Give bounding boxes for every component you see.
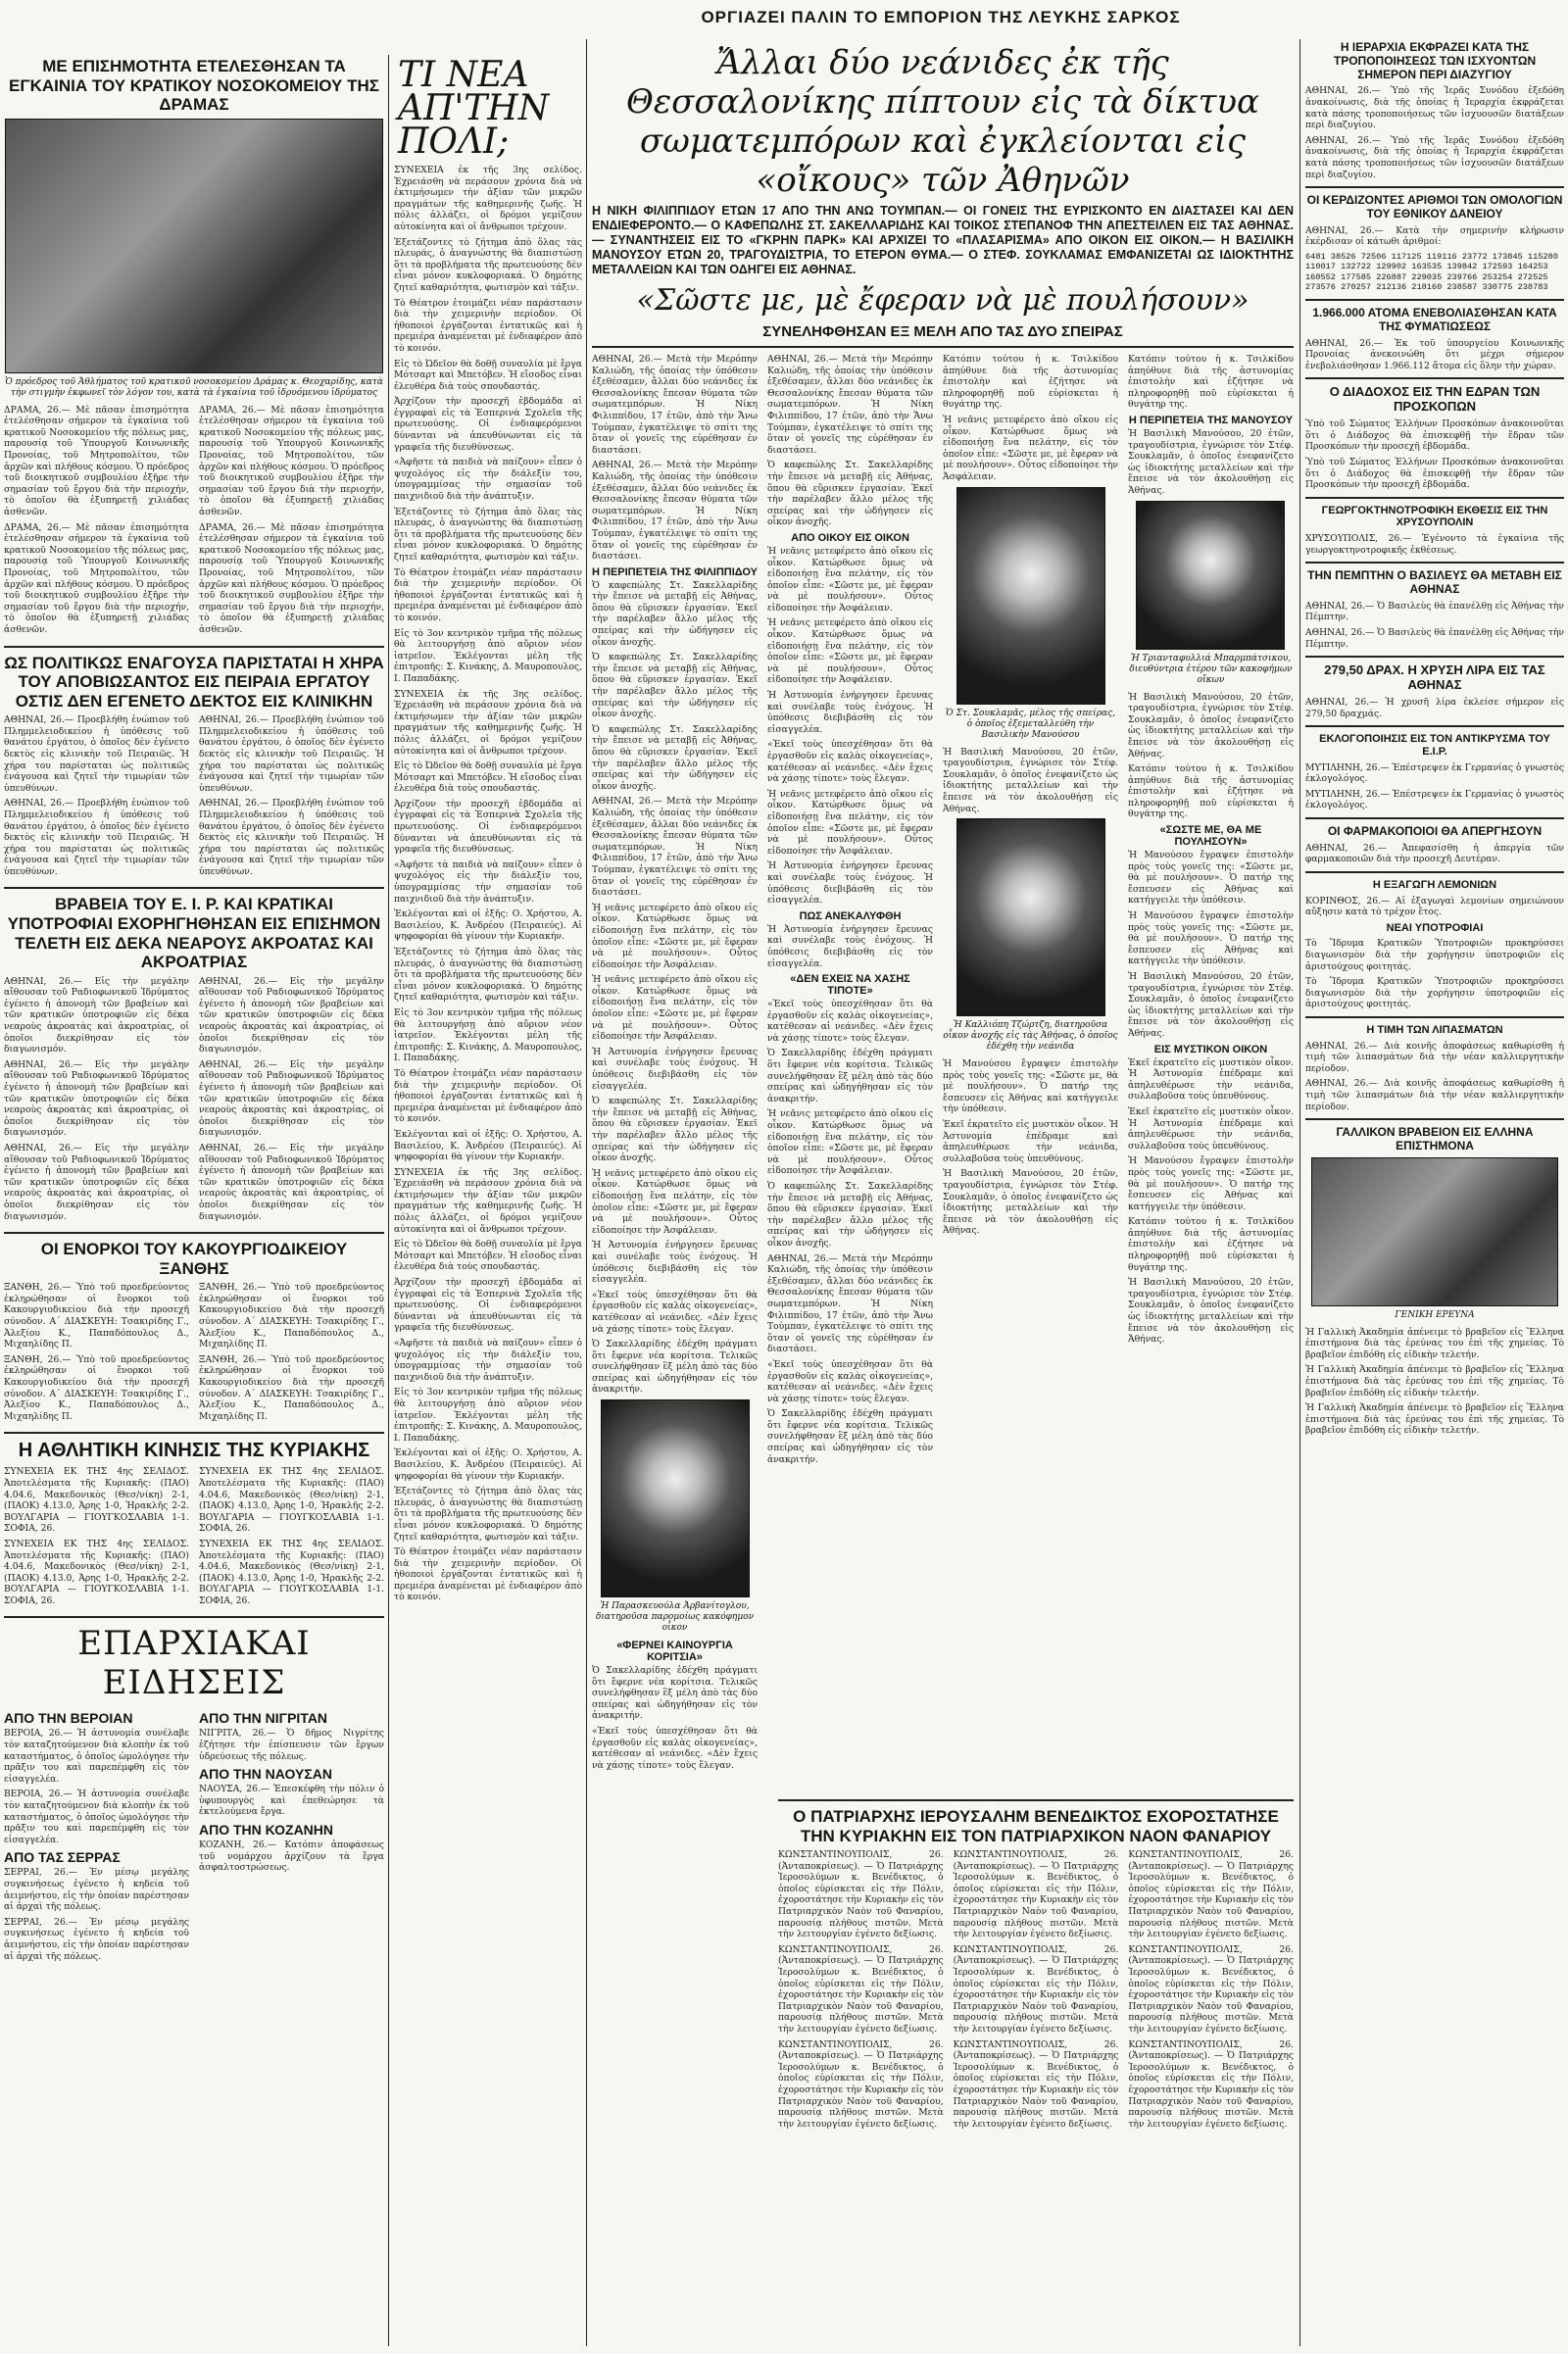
city-news-7: Εἰς τὸ 3ον κεντρικὸν τμῆμα τῆς πόλεως θὰ λειτουργήσῃ ἀπὸ αὔριον νέον ἰατρεῖον. Ἐκλέγονται μέλη τῆς ἐπιτροπῆς: Σ. Κινάκης, Δ. Μαυροπουλος, Ι. Παπαδάκης.: [394, 627, 582, 684]
article-sports-3: ΣΥΝΕΧΕΙΑ ΕΚ ΤΗΣ 4ης ΣΕΛΙΔΟΣ. Ἀποτελέσματα τῆς Κυριακῆς: (ΠΑΟ) 4.04.6, Μακεδονικὸς (Θεσ/νίκη) 2-1, (ΠΑΟΚ) 4.13.0, Ἀρης 1-0, Ἡρακλῆς 2-2. ΒΟΥΛΓΑΡΙΑ — ΓΙΟΥΓΚΟΣΛΑΒΙΑ 1-1. ΣΟΦΙΑ, 26.: [199, 1538, 384, 1606]
feature-text-b3c: Ἡ νεᾶνις μετεφέρετο ἀπὸ οἴκου εἰς οἶκον. Κατώρθωσε ὅμως νὰ εἰδοποιήσῃ ἕνα πελάτην, εἰς τὸν ὁποῖον εἶπε: «Σῶστε με, μὲ ἔφεραν νὰ μὲ πουλήσουν». Οὗτος εἰδοποίησε τὴν Ἀσφάλειαν.: [767, 788, 934, 857]
article-crown-prince: Ὑπὸ τοῦ Σώματος Ἑλλήνων Προσκόπων ἀνακοινοῦται ὅτι ὁ Διάδοχος θὰ ἐπισκεφθῇ τὴν ἕδραν τῶν Προσκόπων τὴν προσεχῆ ἑβδομάδα.: [1305, 418, 1564, 453]
headline-elections: ΕΚΛΟΓΟΠΟΙΗΣΙΣ ΕΙΣ ΤΟΝ ΑΝΤΙΚΡΥΣΜΑ ΤΟΥ Ε.Ι.Ρ.: [1319, 733, 1550, 758]
feature-text-c2: Ἡ νεᾶνις μετεφέρετο ἀπὸ οἴκου εἰς οἶκον. Κατώρθωσε ὅμως νὰ εἰδοποιήσῃ ἕνα πελάτην, εἰς τὸν ὁποῖον εἶπε: «Σῶστε με, μὲ ἔφεραν νὰ μὲ πουλήσουν». Οὗτος εἰδοποίησε τὴν Ἀσφάλειαν.: [943, 414, 1118, 482]
caption-hospital: Ὁ πρόεδρος τοῦ Ἀθλήματος τοῦ κρατικοῦ νοσοκομείου Δράμας κ. Θεοχαρίδης, κατὰ τὴν στιγμὴν ἐκφωνεῖ τὸν λόγον του, κατὰ τὰ ἐγκαίνια τοῦ ἰδρυόμενου ἱδρύματος: [5, 376, 383, 398]
caption-arvanitoglou: Ἡ Παρασκευούλα Ἀρβανίτογλου, διατηροῦσα παρομοίως κακόφημον οἶκον: [595, 1601, 755, 1634]
city-news-2c: Ἐξετάζοντες τὸ ζήτημα ἀπὸ ὅλας τὰς πλευράς, ὁ ἀναγνώστης θὰ διαπιστώσῃ ὅτι τὰ προβλήματα τῆς πρωτευούσης δὲν εἶναι μόνον κυκλοφοριακά. Ὁ δημότης ζητεῖ καθαριότητα, φωτισμὸν καὶ τάξιν.: [394, 947, 582, 1004]
article-scholarships-2: Τὸ Ἵδρυμα Κρατικῶν Ὑποτροφιῶν προκηρύσσει διαγωνισμὸν διὰ τὴν χορήγησιν ὑποτροφιῶν εἰς ἀριστούχους φοιτητάς.: [1305, 976, 1564, 1010]
feature-text-b13: Ὁ Σακελλαρίδης ἐδέχθη πράγματι ὅτι ἔφερνε νέα κορίτσια. Τελικῶς συνελήφθησαν ἓξ μέλη ἀπὸ τὰς δύο σπείρας καὶ ὡδηγήθησαν εἰς τὸν ἀνακριτήν.: [767, 1408, 934, 1465]
feature-text-b3b: Ἡ νεᾶνις μετεφέρετο ἀπὸ οἴκου εἰς οἶκον. Κατώρθωσε ὅμως νὰ εἰδοποιήσῃ ἕνα πελάτην, εἰς τὸν ὁποῖον εἶπε: «Σῶστε με, μὲ ἔφεραν νὰ μὲ πουλήσουν». Οὗτος εἰδοποίησε τὴν Ἀσφάλειαν.: [767, 617, 934, 686]
feature-subheadline: ΣΥΝΕΛΗΦΘΗΣΑΝ ΕΞ ΜΕΛΗ ΑΠΟ ΤΑΣ ΔΥΟ ΣΠΕΙΡΑΣ: [762, 323, 1123, 340]
feature-text-a4b: Ἡ Ἀστυνομία ἐνήργησεν ἔρευνας καὶ συνέλαβε τοὺς ἐνόχους. Ἡ ὑπόθεσις διεβιβάσθη εἰς τὸν εἰσαγγελέα.: [592, 1240, 759, 1286]
column-5: [1305, 39, 1564, 2346]
feature-text-d12: Ἡ Βασιλικὴ Μανούσου, 20 ἐτῶν, τραγουδίστρια, ἐγνώρισε τὸν Στέφ. Σουκλαμᾶν, ὁ ὁποῖος ἐνεφανίζετο ὡς ἰδιοκτήτης μεταλλείων καὶ τὴν ἔπεισε νὰ τὸν ἀκολουθήσῃ εἰς Ἀθήνας.: [1127, 1277, 1294, 1346]
headline-french-award: ΓΑΛΛΙΚΟΝ ΒΡΑΒΕΙΟΝ ΕΙΣ ΕΛΛΗΝΑ ΕΠΙΣΤΗΜΟΝΑ: [1336, 1125, 1534, 1152]
headline-king: ΤΗΝ ΠΕΜΠΤΗΝ Ο ΒΑΣΙΛΕΥΣ ΘΑ ΜΕΤΑΒΗ ΕΙΣ ΑΘΗΝΑΣ: [1307, 568, 1562, 596]
divider: [1305, 377, 1564, 379]
city-news-5c: Ἀρχίζουν τὴν προσεχῆ ἑβδομάδα αἱ ἐγγραφαὶ εἰς τὰ Ἑσπερινὰ Σχολεῖα τῆς πρωτευούσης. Οἱ ἐνδιαφερόμενοι δύνανται νὰ ἀπευθύνωνται εἰς τὰ γραφεῖα τῆς διευθύνσεως.: [394, 1277, 582, 1334]
feature-text-b11: ΑΘΗΝΑΙ, 26.— Μετὰ τὴν Μερόπην Καλιώδη, τῆς ὁποίας τὴν ὑπόθεσιν ἐξεθέσαμεν, ἄλλαι δύο νεάνιδες ἐκ Θεσσαλονίκης ἔπεσαν θύματα τῶν σωματεμπόρων. Ἡ Νίκη Φιλιππίδου, 17 ἐτῶν, ἀπὸ τὴν Ἄνω Τούμπαν, ἐγκατέλειψε τὸ σπίτι της ὅταν οἱ γονεῖς της εὑρέθησαν ἐν διαστάσει.: [767, 1252, 934, 1355]
divider: [1305, 562, 1564, 564]
patriarch-body-7: ΚΩΝΣΤΑΝΤΙΝΟΥΠΟΛΙΣ, 26. (Ἀνταποκρίσεως). — Ὁ Πατριάρχης Ἱεροσολύμων κ. Βενέδικτος, ὁ ὁποῖος εὑρίσκεται εἰς τὴν Πόλιν, ἐχοροστάτησε τὴν Κυριακὴν εἰς τὸν Πατριαρχικὸν Ναὸν τοῦ Φαναρίου, παρουσίᾳ πλήθους πιστῶν. Μετὰ τὴν λειτουργίαν ἐγένετο δεξίωσις.: [1128, 1849, 1294, 1940]
city-news-7b: Εἰς τὸ 3ον κεντρικὸν τμῆμα τῆς πόλεως θὰ λειτουργήσῃ ἀπὸ αὔριον νέον ἰατρεῖον. Ἐκλέγονται μέλη τῆς ἐπιτροπῆς: Σ. Κινάκης, Δ. Μαυροπουλος, Ι. Παπαδάκης.: [394, 1006, 582, 1064]
patriarch-body-3: ΚΩΝΣΤΑΝΤΙΝΟΥΠΟΛΙΣ, 26. (Ἀνταποκρίσεως). — Ὁ Πατριάρχης Ἱεροσολύμων κ. Βενέδικτος, ὁ ὁποῖος εὑρίσκεται εἰς τὴν Πόλιν, ἐχοροστάτησε τὴν Κυριακὴν εἰς τὸν Πατριαρχικὸν Ναὸν τοῦ Φαναρίου, παρουσίᾳ πλήθους πιστῶν. Μετὰ τὴν λειτουργίαν ἐγένετο δεξίωσις.: [778, 2038, 944, 2130]
divider: [1305, 1118, 1564, 1120]
feature-text-c4: Ἡ Μανούσου ἔγραψεν ἐπιστολὴν πρὸς τοὺς γονεῖς της: «Σῶστε με, θὰ μὲ πουλήσουν». Ὁ πατήρ της ἔσπευσεν εἰς Ἀθήνας καὶ κατήγγειλε τὴν ὑπόθεσιν.: [943, 1058, 1118, 1115]
divider: [4, 1616, 384, 1618]
portrait-arvanitoglou: [601, 1399, 750, 1597]
article-fertilizer-2: ΑΘΗΝΑΙ, 26.— Διὰ κοινῆς ἀποφάσεως καθωρίσθη ἡ τιμὴ τῶν λιπασμάτων διὰ τὴν νέαν καλλιεργητικὴν περίοδον.: [1305, 1078, 1564, 1112]
feature-col-a: [592, 354, 758, 1775]
portrait-tzortzi: [956, 818, 1105, 1016]
feature-text-b6: Ἡ Ἀστυνομία ἐνήργησεν ἔρευνας καὶ συνέλαβε τοὺς ἐνόχους. Ἡ ὑπόθεσις διεβιβάσθη εἰς τὸν εἰσαγγελέα.: [767, 923, 934, 969]
headline-scholarships: ΝΕΑΙ ΥΠΟΤΡΟΦΙΑΙ: [1386, 921, 1484, 934]
column-rule: [388, 55, 389, 2346]
feature-text-a3b: Ἡ νεᾶνις μετεφέρετο ἀπὸ οἴκου εἰς οἶκον. Κατώρθωσε ὅμως νὰ εἰδοποιήσῃ ἕνα πελάτην, εἰς τὸν ὁποῖον εἶπε: «Σῶστε με, μὲ ἔφεραν νὰ μὲ πουλήσουν». Οὗτος εἰδοποίησε τὴν Ἀσφάλειαν.: [592, 974, 759, 1043]
city-news-6b: «Ἀφῆστε τὰ παιδιὰ νὰ παίζουν» εἶπεν ὁ ψυχολόγος εἰς τὴν διάλεξίν του, ὑπογραμμίσας τὴν σημασίαν τοῦ παιχνιδιοῦ διὰ τὴν ἀνάπτυξιν.: [394, 858, 582, 905]
city-news-8c: Ἐκλέγονται καὶ οἱ ἑξῆς: Ο. Χρήστου, Α. Βασιλείου, Κ. Ἀνδρέου (Πειραιεύς). Αἱ ψηφοφορίαι θὰ γίνουν τὴν Κυριακήν.: [394, 1447, 582, 1482]
article-lemons: ΚΟΡΙΝΘΟΣ, 26.— Αἱ ἐξαγωγαὶ λεμονίων σημειώνουν αὔξησιν κατὰ τὸ τρέχον ἔτος.: [1305, 895, 1564, 918]
article-jurors-3: ΞΑΝΘΗ, 26.— Ὑπὸ τοῦ προεδρεύοντος ἐκληρώθησαν οἱ ἔνορκοι τοῦ Κακουργιοδικείου διὰ τὴν προσεχῆ σύνοδον. Α΄ ΔΙΑΣΚΕΥΗ: Τσακιρίδης Γ., Ἀλεξίου Κ., Παπαδόπουλος Δ., Μιχαηλίδης Π.: [199, 1353, 384, 1422]
feature-text-b4: Ἡ Ἀστυνομία ἐνήργησεν ἔρευνας καὶ συνέλαβε τοὺς ἐνόχους. Ἡ ὑπόθεσις διεβιβάσθη εἰς τὸν εἰσαγγελέα.: [767, 690, 934, 735]
feature-col-b: [767, 354, 933, 1775]
city-news-1c: ΣΥΝΕΧΕΙΑ ἐκ τῆς 3ης σελίδος. Ἐχρειάσθη νὰ περάσουν χρόνια διὰ νὰ ἐκτιμήσωμεν τὴν ἀξίαν τῶν μικρῶν πραγμάτων τῆς καθημερινῆς ζωῆς. Ἡ πόλις ἀλλάζει, οἱ δρόμοι γεμίζουν αὐτοκίνητα καὶ οἱ ἄνθρωποι τρέχουν.: [394, 1166, 582, 1235]
provincial-serres-body-2: ΣΕΡΡΑΙ, 26.— Ἐν μέσῳ μεγάλης συγκινήσεως ἐγένετο ἡ κηδεία τοῦ ἀειμνήστου, εἰς τὴν ὁποίαν παρέστησαν αἱ ἀρχαὶ τῆς πόλεως.: [4, 1916, 189, 1962]
provincial-veria-heading: ΑΠΟ ΤΗΝ ΒΕΡΟΙΑΝ: [4, 1710, 133, 1727]
divider: [778, 1799, 1294, 1801]
patriarch-body-9: ΚΩΝΣΤΑΝΤΙΝΟΥΠΟΛΙΣ, 26. (Ἀνταποκρίσεως). — Ὁ Πατριάρχης Ἱεροσολύμων κ. Βενέδικτος, ὁ ὁποῖος εὑρίσκεται εἰς τὴν Πόλιν, ἐχοροστάτησε τὴν Κυριακὴν εἰς τὸν Πατριαρχικὸν Ναὸν τοῦ Φαναρίου, παρουσίᾳ πλήθους πιστῶν. Μετὰ τὴν λειτουργίαν ἐγένετο δεξίωσις.: [1128, 2038, 1294, 2130]
feature-sec-house-to-house: ΑΠΟ ΟΙΚΟΥ ΕΙΣ ΟΙΚΟΝ: [791, 531, 909, 544]
city-news-1b: ΣΥΝΕΧΕΙΑ ἐκ τῆς 3ης σελίδος. Ἐχρειάσθη νὰ περάσουν χρόνια διὰ νὰ ἐκτιμήσωμεν τὴν ἀξίαν τῶν μικρῶν πραγμάτων τῆς καθημερινῆς ζωῆς. Ἡ πόλις ἀλλάζει, οἱ δρόμοι γεμίζουν αὐτοκίνητα καὶ οἱ ἄνθρωποι τρέχουν.: [394, 688, 582, 757]
article-exhibition: ΧΡΥΣΟΥΠΟΛΙΣ, 26.— Ἐγένοντο τὰ ἐγκαίνια τῆς γεωργοκτηνοτροφικῆς ἐκθέσεως.: [1305, 533, 1564, 556]
feature-text-a5: «Ἐκεῖ τοὺς ὑπεσχέθησαν ὅτι θὰ ἐργασθοῦν εἰς καλὰς οἰκογενείας», κατέθεσαν αἱ νεάνιδες. «Δὲν ἔχεις νὰ χάσῃς τίποτε» τοὺς ἔλεγαν.: [592, 1289, 759, 1335]
headline-patriarch: Ο ΠΑΤΡΙΑΡΧΗΣ ΙΕΡΟΥΣΑΛΗΜ ΒΕΝΕΔΙΚΤΟΣ ΕΧΟΡΟΣΤΑΤΗΣΕ ΤΗΝ ΚΥΡΙΑΚΗΝ ΕΙΣ ΤΟΝ ΠΑΤΡΙΑΡΧΙΚΟΝ ΝΑΟΝ ΦΑΝΑΡΙΟΥ: [793, 1807, 1279, 1845]
provincial-naousa-heading: ΑΠΟ ΤΗΝ ΝΑΟΥΣΑΝ: [199, 1766, 332, 1783]
column-1: [4, 55, 384, 2346]
city-news-2: Ἐξετάζοντες τὸ ζήτημα ἀπὸ ὅλας τὰς πλευράς, ὁ ἀναγνώστης θὰ διαπιστώσῃ ὅτι τὰ προβλήματα τῆς πρωτευούσης δὲν εἶναι μόνον κυκλοφοριακά. Ὁ δημότης ζητεῖ καθαριότητα, φωτισμὸν καὶ τάξιν.: [394, 236, 582, 293]
provincial-serres-heading: ΑΠΟ ΤΑΣ ΣΕΡΡΑΣ: [4, 1849, 121, 1866]
divider: [4, 646, 384, 648]
section-provincial-news: ΕΠΑΡΧΙΑΚΑΙ ΕΙΔΗΣΕΙΣ: [77, 1624, 311, 1703]
feature-text-a2c: Ὁ καφεπώλης Στ. Σακελλαρίδης τὴν ἔπεισε νὰ μεταβῇ εἰς Ἀθήνας, ὅπου θὰ εὕρισκεν ἐργασίαν. Ἐκεῖ τὴν παρέλαβεν ἄλλο μέλος τῆς σπείρας καὶ τὴν ὡδήγησεν εἰς οἶκον ἀνοχῆς.: [592, 723, 759, 792]
feature-text-d9: Ἐκεῖ ἐκρατεῖτο εἰς μυστικὸν οἶκον. Ἡ Ἀστυνομία ἐπέδραμε καὶ ἀπηλευθέρωσε τὴν νεάνιδα, συλλαβοῦσα τοὺς ὑπευθύνους.: [1127, 1105, 1294, 1152]
feature-text-b2: Ὁ καφεπώλης Στ. Σακελλαρίδης τὴν ἔπεισε νὰ μεταβῇ εἰς Ἀθήνας, ὅπου θὰ εὕρισκεν ἐργασίαν. Ἐκεῖ τὴν παρέλαβεν ἄλλο μέλος τῆς σπείρας καὶ τὴν ὡδήγησεν εἰς οἶκον ἀνοχῆς.: [767, 460, 934, 528]
article-awards-cont2: ΑΘΗΝΑΙ, 26.— Εἰς τὴν μεγάλην αἴθουσαν τοῦ Ραδιοφωνικοῦ Ἱδρύματος ἐγένετο ἡ ἀπονομὴ τῶν βραβείων καὶ τῶν κρατικῶν ὑποτροφιῶν εἰς δέκα νεαροὺς ἀκροατὰς καὶ ἀκροατρίας, οἱ ὁποῖοι διεκρίθησαν εἰς τὸν διαγωνισμόν.: [4, 1142, 189, 1222]
patriarch-body-2: ΚΩΝΣΤΑΝΤΙΝΟΥΠΟΛΙΣ, 26. (Ἀνταποκρίσεως). — Ὁ Πατριάρχης Ἱεροσολύμων κ. Βενέδικτος, ὁ ὁποῖος εὑρίσκεται εἰς τὴν Πόλιν, ἐχοροστάτησε τὴν Κυριακὴν εἰς τὸν Πατριαρχικὸν Ναὸν τοῦ Φαναρίου, παρουσίᾳ πλήθους πιστῶν. Μετὰ τὴν λειτουργίαν ἐγένετο δεξίωσις.: [778, 1943, 944, 2035]
headline-lemons: Η ΕΞΑΓΩΓΗ ΛΕΜΟΝΙΩΝ: [1372, 878, 1497, 891]
city-news-8: Ἐκλέγονται καὶ οἱ ἑξῆς: Ο. Χρήστου, Α. Βασιλείου, Κ. Ἀνδρέου (Πειραιεύς). Αἱ ψηφοφορίαι θὰ γίνουν τὴν Κυριακήν.: [394, 908, 582, 943]
article-gold-pound: ΑΘΗΝΑΙ, 26.— Ἡ χρυσῆ λίρα ἐκλείσε σήμερον εἰς 279,50 δραχμάς.: [1305, 697, 1564, 719]
article-widow: ΑΘΗΝΑΙ, 26.— Προεβλήθη ἐνώπιον τοῦ Πλημμελειοδικείου ἡ ὑπόθεσις τοῦ θανάτου ἐργάτου, ὁ ὁποῖος δὲν ἐγένετο δεκτὸς εἰς κλινικὴν τοῦ Πειραιῶς. Ἡ χήρα του παρίσταται ὡς πολιτικῶς ἐνάγουσα καὶ ζητεῖ τὴν τιμωρίαν τῶν ὑπευθύνων.: [4, 714, 189, 794]
city-news-3: Τὸ Θέατρον ἑτοιμάζει νέαν παράστασιν διὰ τὴν χειμερινὴν περίοδον. Οἱ ἠθοποιοὶ ἐργάζονται ἐντατικῶς καὶ ἡ πρεμιέρα ἀναμένεται μὲ ἐνδιαφέρον ἀπὸ τὸ κοινόν.: [394, 297, 582, 354]
caption-souklamas: Ὁ Στ. Σουκλαμᾶς, μέλος τῆς σπείρας, ὁ ὁποῖος ἐξεμεταλλεύθη τὴν Βασιλικὴν Μανούσου: [946, 708, 1115, 740]
provincial-nigrita-body: ΝΙΓΡΙΤΑ, 26.— Ὁ δῆμος Νιγρίτης ἐζήτησε τὴν ἐπίσπευσιν τῶν ἔργων ὑδρεύσεως τῆς πόλεως.: [199, 1728, 384, 1762]
article-drama-3: ΔΡΑΜΑ, 26.— Μὲ πᾶσαν ἐπισημότητα ἐτελέσθησαν σήμερον τὰ ἐγκαίνια τοῦ κρατικοῦ Νοσοκομείου τῆς πόλεως μας, παρουσίᾳ τοῦ Ὑπουργοῦ Κοινωνικῆς Προνοίας, τοῦ Μητροπολίτου, τῶν ἀρχῶν καὶ πλήθους κόσμου. Ὁ πρόεδρος τοῦ διοικητικοῦ συμβουλίου ἐξῆρε τὴν σημασίαν τοῦ ἔργου διὰ τὴν περιοχήν, τὸ ὁποῖον θὰ ἐξυπηρετῇ χιλιάδας ἀσθενῶν.: [199, 521, 384, 635]
article-sports-cont: ΣΥΝΕΧΕΙΑ ΕΚ ΤΗΣ 4ης ΣΕΛΙΔΟΣ. Ἀποτελέσματα τῆς Κυριακῆς: (ΠΑΟ) 4.04.6, Μακεδονικὸς (Θεσ/νίκη) 2-1, (ΠΑΟΚ) 4.13.0, Ἀρης 1-0, Ἡρακλῆς 2-2. ΒΟΥΛΓΑΡΙΑ — ΓΙΟΥΓΚΟΣΛΑΒΙΑ 1-1. ΣΟΦΙΑ, 26.: [4, 1538, 189, 1606]
feature-text-b10: Ὁ καφεπώλης Στ. Σακελλαρίδης τὴν ἔπεισε νὰ μεταβῇ εἰς Ἀθήνας, ὅπου θὰ εὕρισκεν ἐργασίαν. Ἐκεῖ τὴν παρέλαβεν ἄλλο μέλος τῆς σπείρας καὶ τὴν ὡδήγησεν εἰς οἶκον ἀνοχῆς.: [767, 1181, 934, 1249]
feature-text-d8: Ἐκεῖ ἐκρατεῖτο εἰς μυστικὸν οἶκον. Ἡ Ἀστυνομία ἐπέδραμε καὶ ἀπηλευθέρωσε τὴν νεάνιδα, συλλαβοῦσα τοὺς ὑπευθύνους.: [1127, 1056, 1294, 1103]
provincial-kozani-heading: ΑΠΟ ΤΗΝ ΚΟΖΑΝΗΝ: [199, 1822, 334, 1839]
feature-col-c: [943, 354, 1118, 1775]
provincial-veria-body-2: ΒΕΡΟΙΑ, 26.— Ἡ ἀστυνομία συνέλαβε τὸν καταζητούμενον διὰ κλοπὴν ἐκ τοῦ καταστήματος, ὁ ὁποῖος ὡμολόγησε τὴν πρᾶξιν του καὶ παρεπέμφθη εἰς τὸν εἰσαγγελέα.: [4, 1789, 189, 1845]
feature-text-a1b: ΑΘΗΝΑΙ, 26.— Μετὰ τὴν Μερόπην Καλιώδη, τῆς ὁποίας τὴν ὑπόθεσιν ἐξεθέσαμεν, ἄλλαι δύο νεάνιδες ἐκ Θεσσαλονίκης ἔπεσαν θύματα τῶν σωματεμπόρων. Ἡ Νίκη Φιλιππίδου, 17 ἐτῶν, ἀπὸ τὴν Ἄνω Τούμπαν, ἐγκατέλειψε τὸ σπίτι της ὅταν οἱ γονεῖς της εὑρέθησαν ἐν διαστάσει.: [592, 460, 759, 563]
city-news-5b: Ἀρχίζουν τὴν προσεχῆ ἑβδομάδα αἱ ἐγγραφαὶ εἰς τὰ Ἑσπερινὰ Σχολεῖα τῆς πρωτευούσης. Οἱ ἐνδιαφερόμενοι δύνανται νὰ ἀπευθύνωνται εἰς τὰ γραφεῖα τῆς διευθύνσεως.: [394, 798, 582, 856]
city-news-4: Εἰς τὸ Ὠδεῖον θὰ δοθῇ συναυλία μὲ ἔργα Μότσαρτ καὶ Μπετόβεν. Ἡ εἴσοδος εἶναι ἐλευθέρα διὰ τοὺς σπουδαστάς.: [394, 358, 582, 392]
divider: [4, 1432, 384, 1434]
hospital-opening-photo: [5, 119, 383, 373]
feature-text-d10: Ἡ Μανούσου ἔγραψεν ἐπιστολὴν πρὸς τοὺς γονεῖς της: «Σῶστε με, θὰ μὲ πουλήσουν». Ὁ πατήρ της ἔσπευσεν εἰς Ἀθήνας καὶ κατήγγειλε τὴν ὑπόθεσιν.: [1127, 1155, 1294, 1212]
feature-text-b8: Ὁ Σακελλαρίδης ἐδέχθη πράγματι ὅτι ἔφερνε νέα κορίτσια. Τελικῶς συνελήφθησαν ἓξ μέλη ἀπὸ τὰς δύο σπείρας καὶ ὡδηγήθησαν εἰς τὸν ἀνακριτήν.: [767, 1048, 934, 1104]
article-jurors: ΞΑΝΘΗ, 26.— Ὑπὸ τοῦ προεδρεύοντος ἐκληρώθησαν οἱ ἔνορκοι τοῦ Κακουργιοδικείου διὰ τὴν προσεχῆ σύνοδον. Α΄ ΔΙΑΣΚΕΥΗ: Τσακιρίδης Γ., Ἀλεξίου Κ., Παπαδόπουλος Δ., Μιχαηλίδης Π.: [4, 1282, 189, 1350]
feature-text-a5b: «Ἐκεῖ τοὺς ὑπεσχέθησαν ὅτι θὰ ἐργασθοῦν εἰς καλὰς οἰκογενείας», κατέθεσαν αἱ νεάνιδες. «Δὲν ἔχεις νὰ χάσῃς τίποτε» τοὺς ἔλεγαν.: [592, 1726, 759, 1771]
column-rule: [1299, 39, 1300, 2346]
top-kicker: ΟΡΓΙΑΖΕΙ ΠΑΛΙΝ ΤΟ ΕΜΠΟΡΙΟΝ ΤΗΣ ΛΕΥΚΗΣ ΣΑΡΚΟΣ: [701, 8, 1181, 26]
feature-text-c3: Ἡ Βασιλικὴ Μανούσου, 20 ἐτῶν, τραγουδίστρια, ἐγνώρισε τὸν Στέφ. Σουκλαμᾶν, ὁ ὁποῖος ἐνεφανίζετο ὡς ἰδιοκτήτης μεταλλείων καὶ τὴν ἔπεισε νὰ τὸν ἀκολουθήσῃ εἰς Ἀθήνας.: [943, 746, 1118, 814]
divider: [1305, 186, 1564, 188]
divider: [1305, 725, 1564, 727]
city-news-3d: Τὸ Θέατρον ἑτοιμάζει νέαν παράστασιν διὰ τὴν χειμερινὴν περίοδον. Οἱ ἠθοποιοὶ ἐργάζονται ἐντατικῶς καὶ ἡ πρεμιέρα ἀναμένεται μὲ ἐνδιαφέρον ἀπὸ τὸ κοινόν.: [394, 1546, 582, 1603]
divider: [4, 1232, 384, 1234]
headline-sports: Η ΑΘΛΗΤΙΚΗ ΚΙΝΗΣΙΣ ΤΗΣ ΚΥΡΙΑΚΗΣ: [18, 1440, 370, 1462]
feature-text-b5: «Ἐκεῖ τοὺς ὑπεσχέθησαν ὅτι θὰ ἐργασθοῦν εἰς καλὰς οἰκογενείας», κατέθεσαν αἱ νεάνιδες. «Δὲν ἔχεις νὰ χάσῃς τίποτε» τοὺς ἔλεγαν.: [767, 739, 934, 785]
feature-text-b3: Ἡ νεᾶνις μετεφέρετο ἀπὸ οἴκου εἰς οἶκον. Κατώρθωσε ὅμως νὰ εἰδοποιήσῃ ἕνα πελάτην, εἰς τὸν ὁποῖον εἶπε: «Σῶστε με, μὲ ἔφεραν νὰ μὲ πουλήσουν». Οὗτος εἰδοποίησε τὴν Ἀσφάλειαν.: [767, 545, 934, 613]
center-feature: [592, 39, 1294, 2346]
provincial-nigrita-heading: ΑΠΟ ΤΗΝ ΝΙΓΡΙΤΑΝ: [199, 1710, 328, 1727]
feature-text-a2b: Ὁ καφεπώλης Στ. Σακελλαρίδης τὴν ἔπεισε νὰ μεταβῇ εἰς Ἀθήνας, ὅπου θὰ εὕρισκεν ἐργασίαν. Ἐκεῖ τὴν παρέλαβεν ἄλλο μέλος τῆς σπείρας καὶ τὴν ὡδήγησεν εἰς οἶκον ἀνοχῆς.: [592, 652, 759, 720]
col1-text-block-3: [4, 976, 384, 1226]
article-widow-cont: ΑΘΗΝΑΙ, 26.— Προεβλήθη ἐνώπιον τοῦ Πλημμελειοδικείου ἡ ὑπόθεσις τοῦ θανάτου ἐργάτου, ὁ ὁποῖος δὲν ἐγένετο δεκτὸς εἰς κλινικὴν τοῦ Πειραιῶς. Ἡ χήρα του παρίσταται ὡς πολιτικῶς ἐνάγουσα καὶ ζητεῖ τὴν τιμωρίαν τῶν ὑπευθύνων.: [4, 798, 189, 877]
caption-tzortzi: Ἡ Καλλιόπη Τζώρτζη, διατηροῦσα οἶκον ἀνοχῆς εἰς τὰς Ἀθήνας, ὁ ὁποῖος ἐδέχθη τὴν νεάνιδα: [943, 1020, 1118, 1053]
provincial-kozani-body: ΚΟΖΑΝΗ, 26.— Κατόπιν ἀποφάσεως τοῦ νομάρχου ἀρχίζουν τὰ ἔργα ἀσφαλτοστρώσεως.: [199, 1839, 384, 1874]
column-rule: [586, 39, 587, 2346]
feature-columns: [592, 354, 1294, 1775]
provincial-naousa-body: ΝΑΟΥΣΑ, 26.— Ἐπεσκέφθη τὴν πόλιν ὁ ὑφυπουργὸς καὶ ἐπεθεώρησε τὰ ἐκτελούμενα ἔργα.: [199, 1784, 384, 1818]
article-vaccination: ΑΘΗΝΑΙ, 26.— Ἐκ τοῦ ὑπουργείου Κοινωνικῆς Προνοίας ἀνεκοινώθη ὅτι μέχρι σήμερον ἐνεβολιάσθησαν 1.966.112 ἄτομα εἰς ὅλην τὴν χώραν.: [1305, 337, 1564, 371]
col1-text-block-5: [4, 1466, 384, 1610]
feature-text-b1: ΑΘΗΝΑΙ, 26.— Μετὰ τὴν Μερόπην Καλιώδη, τῆς ὁποίας τὴν ὑπόθεσιν ἐξεθέσαμεν, ἄλλαι δύο νεάνιδες ἐκ Θεσσαλονίκης ἔπεσαν θύματα τῶν σωματεμπόρων. Ἡ Νίκη Φιλιππίδου, 17 ἐτῶν, ἀπὸ τὴν Ἄνω Τούμπαν, ἐγκατέλειψε τὸ σπίτι της ὅταν οἱ γονεῖς της εὑρέθησαν ἐν διαστάσει.: [767, 354, 934, 456]
column-title-ti-nea: ΤΙ ΝΕΑ ΑΠ'ΤΗΝ ΠΟΛΙ;: [398, 55, 550, 162]
caption-barbatsikou: Ἡ Τριανταφυλλιά Μπαρμπάτσικου, διευθύντρια ἑτέρου τῶν κακοφήμων οἴκων: [1129, 653, 1293, 685]
feature-text-a3c: Ἡ νεᾶνις μετεφέρετο ἀπὸ οἴκου εἰς οἶκον. Κατώρθωσε ὅμως νὰ εἰδοποιήσῃ ἕνα πελάτην, εἰς τὸν ὁποῖον εἶπε: «Σῶστε με, μὲ ἔφεραν νὰ μὲ πουλήσουν». Οὗτος εἰδοποίησε τὴν Ἀσφάλειαν.: [592, 1167, 759, 1236]
divider: [1305, 656, 1564, 658]
feature-text-b7: «Ἐκεῖ τοὺς ὑπεσχέθησαν ὅτι θὰ ἐργασθοῦν εἰς καλὰς οἰκογενείας», κατέθεσαν αἱ νεάνιδες. «Δὲν ἔχεις νὰ χάσῃς τίποτε» τοὺς ἔλεγαν.: [767, 999, 934, 1044]
patriarch-article: [778, 1793, 1294, 2133]
feature-sec-new-girls: «ΦΕΡΝΕΙ ΚΑΙΝΟΥΡΓΙΑ ΚΟΡΙΤΣΙΑ»: [616, 1640, 733, 1664]
feature-text-a3: Ἡ νεᾶνις μετεφέρετο ἀπὸ οἴκου εἰς οἶκον. Κατώρθωσε ὅμως νὰ εἰδοποιήσῃ ἕνα πελάτην, εἰς τὸν ὁποῖον εἶπε: «Σῶστε με, μὲ ἔφεραν νὰ μὲ πουλήσουν». Οὗτος εἰδοποίησε τὴν Ἀσφάλειαν.: [592, 902, 759, 970]
feature-text-a1: ΑΘΗΝΑΙ, 26.— Μετὰ τὴν Μερόπην Καλιώδη, τῆς ὁποίας τὴν ὑπόθεσιν ἐξεθέσαμεν, ἄλλαι δύο νεάνιδες ἐκ Θεσσαλονίκης ἔπεσαν θύματα τῶν σωματεμπόρων. Ἡ Νίκη Φιλιππίδου, 17 ἐτῶν, ἀπὸ τὴν Ἄνω Τούμπαν, ἐγκατέλειψε τὸ σπίτι της ὅταν οἱ γονεῖς της εὑρέθησαν ἐν διαστάσει.: [592, 354, 759, 456]
city-news-6: «Ἀφῆστε τὰ παιδιὰ νὰ παίζουν» εἶπεν ὁ ψυχολόγος εἰς τὴν διάλεξίν του, ὑπογραμμίσας τὴν σημασίαν τοῦ παιχνιδιοῦ διὰ τὴν ἀνάπτυξιν.: [394, 457, 582, 503]
headline-lottery: ΟΙ ΚΕΡΔΙΖΟΝΤΕΣ ΑΡΙΘΜΟΙ ΤΩΝ ΟΜΟΛΟΓΙΩΝ ΤΟΥ ΕΘΝΙΚΟΥ ΔΑΝΕΙΟΥ: [1306, 193, 1563, 221]
feature-text-b4b: Ἡ Ἀστυνομία ἐνήργησεν ἔρευνας καὶ συνέλαβε τοὺς ἐνόχους. Ἡ ὑπόθεσις διεβιβάσθη εἰς τὸν εἰσαγγελέα.: [767, 860, 934, 907]
article-divorce: ΑΘΗΝΑΙ, 26.— Ὑπὸ τῆς Ἱερᾶς Συνόδου ἐξεδόθη ἀνακοίνωσις, διὰ τῆς ὁποίας ἡ Ἱεραρχία ἐκφράζεται κατὰ πάσης τροποποιήσεως τῶν ἰσχυουσῶν διατάξεων περὶ διαζυγίου.: [1305, 85, 1564, 131]
feature-sec-secret-house: ΕΙΣ ΜΥΣΤΙΚΟΝ ΟΙΚΟΝ: [1153, 1043, 1268, 1055]
article-awards-2: ΑΘΗΝΑΙ, 26.— Εἰς τὴν μεγάλην αἴθουσαν τοῦ Ραδιοφωνικοῦ Ἱδρύματος ἐγένετο ἡ ἀπονομὴ τῶν βραβείων καὶ τῶν κρατικῶν ὑποτροφιῶν εἰς δέκα νεαροὺς ἀκροατὰς καὶ ἀκροατρίας, οἱ ὁποῖοι διεκρίθησαν εἰς τὸν διαγωνισμόν.: [199, 975, 384, 1055]
article-drama: ΔΡΑΜΑ, 26.— Μὲ πᾶσαν ἐπισημότητα ἐτελέσθησαν σήμερον τὰ ἐγκαίνια τοῦ κρατικοῦ Νοσοκομείου τῆς πόλεως μας, παρουσίᾳ τοῦ Ὑπουργοῦ Κοινωνικῆς Προνοίας, τοῦ Μητροπολίτου, τῶν ἀρχῶν καὶ πλήθους κόσμου. Ὁ πρόεδρος τοῦ διοικητικοῦ συμβουλίου ἐξῆρε τὴν σημασίαν τοῦ ἔργου διὰ τὴν περιοχήν, τὸ ὁποῖον θὰ ἐξυπηρετῇ χιλιάδας ἀσθενῶν.: [4, 404, 189, 517]
feature-text-d5: Ἡ Μανούσου ἔγραψεν ἐπιστολὴν πρὸς τοὺς γονεῖς της: «Σῶστε με, θὰ μὲ πουλήσουν». Ὁ πατήρ της ἔσπευσεν εἰς Ἀθήνας καὶ κατήγγειλε τὴν ὑπόθεσιν.: [1127, 850, 1294, 907]
article-divorce-2: ΑΘΗΝΑΙ, 26.— Ὑπὸ τῆς Ἱερᾶς Συνόδου ἐξεδόθη ἀνακοίνωσις, διὰ τῆς ὁποίας ἡ Ἱεραρχία ἐκφράζεται κατὰ πάσης τροποποιήσεως τῶν ἰσχυουσῶν διατάξεων περὶ διαζυγίου.: [1305, 134, 1564, 180]
article-awards-3: ΑΘΗΝΑΙ, 26.— Εἰς τὴν μεγάλην αἴθουσαν τοῦ Ραδιοφωνικοῦ Ἱδρύματος ἐγένετο ἡ ἀπονομὴ τῶν βραβείων καὶ τῶν κρατικῶν ὑποτροφιῶν εἰς δέκα νεαροὺς ἀκροατὰς καὶ ἀκροατρίας, οἱ ὁποῖοι διεκρίθησαν εἰς τὸν διαγωνισμόν.: [199, 1058, 384, 1139]
city-news-3b: Τὸ Θέατρον ἑτοιμάζει νέαν παράστασιν διὰ τὴν χειμερινὴν περίοδον. Οἱ ἠθοποιοὶ ἐργάζονται ἐντατικῶς καὶ ἡ πρεμιέρα ἀναμένεται μὲ ἐνδιαφέρον ἀπὸ τὸ κοινόν.: [394, 566, 582, 623]
city-news-4b: Εἰς τὸ Ὠδεῖον θὰ δοθῇ συναυλία μὲ ἔργα Μότσαρτ καὶ Μπετόβεν. Ἡ εἴσοδος εἶναι ἐλευθέρα διὰ τοὺς σπουδαστάς.: [394, 760, 582, 795]
article-elections-2: ΜΥΤΙΛΗΝΗ, 26.— Ἐπέστρεψεν ἐκ Γερμανίας ὁ γνωστὸς ἐκλογολόγος.: [1305, 788, 1564, 811]
article-crown-prince-2: Ὑπὸ τοῦ Σώματος Ἑλλήνων Προσκόπων ἀνακοινοῦται ὅτι ὁ Διάδοχος θὰ ἐπισκεφθῇ τὴν ἕδραν τῶν Προσκόπων τὴν προσεχῆ ἑβδομάδα.: [1305, 456, 1564, 491]
provincial-news-grid: [4, 1706, 384, 1966]
column-2: [394, 55, 582, 2346]
article-king-2: ΑΘΗΝΑΙ, 26.— Ὁ Βασιλεὺς θὰ ἐπανέλθῃ εἰς Ἀθήνας τὴν Πέμπτην.: [1305, 626, 1564, 650]
feature-text-a1c: ΑΘΗΝΑΙ, 26.— Μετὰ τὴν Μερόπην Καλιώδη, τῆς ὁποίας τὴν ὑπόθεσιν ἐξεθέσαμεν, ἄλλαι δύο νεάνιδες ἐκ Θεσσαλονίκης ἔπεσαν θύματα τῶν σωματεμπόρων. Ἡ Νίκη Φιλιππίδου, 17 ἐτῶν, ἀπὸ τὴν Ἄνω Τούμπαν, ἐγκατέλειψε τὸ σπίτι της ὅταν οἱ γονεῖς της εὑρέθησαν ἐν διαστάσει.: [592, 796, 759, 899]
patriarch-body-6: ΚΩΝΣΤΑΝΤΙΝΟΥΠΟΛΙΣ, 26. (Ἀνταποκρίσεως). — Ὁ Πατριάρχης Ἱεροσολύμων κ. Βενέδικτος, ὁ ὁποῖος εὑρίσκεται εἰς τὴν Πόλιν, ἐχοροστάτησε τὴν Κυριακὴν εἰς τὸν Πατριαρχικὸν Ναὸν τοῦ Φαναρίου, παρουσίᾳ πλήθους πιστῶν. Μετὰ τὴν λειτουργίαν ἐγένετο δεξίωσις.: [953, 2038, 1119, 2130]
portrait-barbatsikou: [1136, 501, 1285, 650]
feature-text-d2: Ἡ Βασιλικὴ Μανούσου, 20 ἐτῶν, τραγουδίστρια, ἐγνώρισε τὸν Στέφ. Σουκλαμᾶν, ὁ ὁποῖος ἐνεφανίζετο ὡς ἰδιοκτήτης μεταλλείων καὶ τὴν ἔπεισε νὰ τὸν ἀκολουθήσῃ εἰς Ἀθήνας.: [1127, 427, 1294, 496]
article-widow-2: ΑΘΗΝΑΙ, 26.— Προεβλήθη ἐνώπιον τοῦ Πλημμελειοδικείου ἡ ὑπόθεσις τοῦ θανάτου ἐργάτου, ὁ ὁποῖος δὲν ἐγένετο δεκτὸς εἰς κλινικὴν τοῦ Πειραιῶς. Ἡ χήρα του παρίσταται ὡς πολιτικῶς ἐνάγουσα καὶ ζητεῖ τὴν τιμωρίαν τῶν ὑπευθύνων.: [199, 714, 384, 794]
feature-text-a2: Ὁ καφεπώλης Στ. Σακελλαρίδης τὴν ἔπεισε νὰ μεταβῇ εἰς Ἀθήνας, ὅπου θὰ εὕρισκεν ἐργασίαν. Ἐκεῖ τὴν παρέλαβεν ἄλλο μέλος τῆς σπείρας καὶ τὴν ὡδήγησεν εἰς οἶκον ἀνοχῆς.: [592, 579, 759, 648]
feature-sec-how-found: ΠΩΣ ΑΝΕΚΑΛΥΦΘΗ: [799, 909, 902, 922]
article-lottery: ΑΘΗΝΑΙ, 26.— Κατὰ τὴν σημερινὴν κλήρωσιν ἐκέρδισαν οἱ κάτωθι ἀριθμοί:: [1305, 224, 1564, 248]
city-news-6c: «Ἀφῆστε τὰ παιδιὰ νὰ παίζουν» εἶπεν ὁ ψυχολόγος εἰς τὴν διάλεξίν του, ὑπογραμμίσας τὴν σημασίαν τοῦ παιχνιδιοῦ διὰ τὴν ἀνάπτυξιν.: [394, 1338, 582, 1383]
divider: [4, 887, 384, 889]
divider: [1305, 1016, 1564, 1018]
headline-drama-hospital: ΜΕ ΕΠΙΣΗΜΟΤΗΤΑ ΕΤΕΛΕΣΘΗΣΑΝ ΤΑ ΕΓΚΑΙΝΙΑ ΤΟΥ ΚΡΑΤΙΚΟΥ ΝΟΣΟΚΟΜΕΙΟΥ ΤΗΣ ΔΡΑΜΑΣ: [9, 57, 379, 115]
feature-text-d3: Ἡ Βασιλικὴ Μανούσου, 20 ἐτῶν, τραγουδίστρια, ἐγνώρισε τὸν Στέφ. Σουκλαμᾶν, ὁ ὁποῖος ἐνεφανίζετο ὡς ἰδιοκτήτης μεταλλείων καὶ τὴν ἔπεισε νὰ τὸν ἀκολουθήσῃ εἰς Ἀθήνας.: [1127, 691, 1294, 760]
feature-text-c5: Ἐκεῖ ἐκρατεῖτο εἰς μυστικὸν οἶκον. Ἡ Ἀστυνομία ἐπέδραμε καὶ ἀπηλευθέρωσε τὴν νεάνιδα, συλλαβοῦσα τοὺς ὑπευθύνους.: [943, 1119, 1118, 1164]
feature-text-b9: Ἡ νεᾶνις μετεφέρετο ἀπὸ οἴκου εἰς οἶκον. Κατώρθωσε ὅμως νὰ εἰδοποιήσῃ ἕνα πελάτην, εἰς τὸν ὁποῖον εἶπε: «Σῶστε με, μὲ ἔφεραν νὰ μὲ πουλήσουν». Οὗτος εἰδοποίησε τὴν Ἀσφάλειαν.: [767, 1108, 934, 1177]
provincial-serres-body: ΣΕΡΡΑΙ, 26.— Ἐν μέσῳ μεγάλης συγκινήσεως ἐγένετο ἡ κηδεία τοῦ ἀειμνήστου, εἰς τὴν ὁποίαν παρέστησαν αἱ ἀρχαὶ τῆς πόλεως.: [4, 1867, 189, 1913]
col1-text-block-4: [4, 1282, 384, 1426]
feature-text-d11: Κατόπιν τούτου ἡ κ. Τσιλκίδου ἀπηύθυνε διὰ τῆς ἀστυνομίας ἐπιστολὴν καὶ ἐζήτησε νὰ πληροφορηθῇ ποῦ εὑρίσκεται ἡ θυγάτηρ της.: [1127, 1216, 1294, 1273]
feature-text-d4: Κατόπιν τούτου ἡ κ. Τσιλκίδου ἀπηύθυνε διὰ τῆς ἀστυνομίας ἐπιστολὴν καὶ ἐζήτησε νὰ πληροφορηθῇ ποῦ εὑρίσκεται ἡ θυγάτηρ της.: [1127, 763, 1294, 820]
feature-text-a2d: Ὁ καφεπώλης Στ. Σακελλαρίδης τὴν ἔπεισε νὰ μεταβῇ εἰς Ἀθήνας, ὅπου θὰ εὕρισκεν ἐργασίαν. Ἐκεῖ τὴν παρέλαβεν ἄλλο μέλος τῆς σπείρας καὶ τὴν ὡδήγησεν εἰς οἶκον ἀνοχῆς.: [592, 1096, 759, 1164]
city-news-2d: Ἐξετάζοντες τὸ ζήτημα ἀπὸ ὅλας τὰς πλευράς, ὁ ἀναγνώστης θὰ διαπιστώσῃ ὅτι τὰ προβλήματα τῆς πρωτευούσης δὲν εἶναι μόνον κυκλοφοριακά. Ὁ δημότης ζητεῖ καθαριότητα, φωτισμὸν καὶ τάξιν.: [394, 1486, 582, 1543]
feature-text-b12: «Ἐκεῖ τοὺς ὑπεσχέθησαν ὅτι θὰ ἐργασθοῦν εἰς καλὰς οἰκογενείας», κατέθεσαν αἱ νεάνιδες. «Δὲν ἔχεις νὰ χάσῃς τίποτε» τοὺς ἔλεγαν.: [767, 1358, 934, 1404]
main-headline: Ἄλλαι δύο νεάνιδες ἐκ τῆς Θεσσαλονίκης πίπτουν εἰς τὰ δίκτυα σωματεμπόρων καὶ ἐγκλείονται εἰς «οἴκους» τῶν Ἀθηνῶν: [625, 43, 1260, 200]
article-french-award-2: Ἡ Γαλλικὴ Ἀκαδημία ἀπένειμε τὸ βραβεῖον εἰς Ἕλληνα ἐπιστήμονα διὰ τὰς ἐρεύνας του ἐπὶ τῆς χημείας. Τὸ βραβεῖον ἐπιδόθη εἰς εἰδικὴν τελετήν.: [1305, 1364, 1564, 1398]
city-news-4c: Εἰς τὸ Ὠδεῖον θὰ δοθῇ συναυλία μὲ ἔργα Μότσαρτ καὶ Μπετόβεν. Ἡ εἴσοδος εἶναι ἐλευθέρα διὰ τοὺς σπουδαστάς.: [394, 1239, 582, 1273]
headline-awards: ΒΡΑΒΕΙΑ ΤΟΥ Ε. Ι. Ρ. ΚΑΙ ΚΡΑΤΙΚΑΙ ΥΠΟΤΡΟΦΙΑΙ ΕΧΟΡΗΓΗΘΗΣΑΝ ΕΙΣ ΕΠΙΣΗΜΟΝ ΤΕΛΕΤΗ ΕΙΣ ΔΕΚΑ ΝΕΑΡΟΥΣ ΑΚΡΟΑΤΑΣ ΚΑΙ ΑΚΡΟΑΤΡΙΑΣ: [7, 895, 381, 972]
headline-vaccination: 1.966.000 ΑΤΟΜΑ ΕΝΕΒΟΛΙΑΣΘΗΣΑΝ ΚΑΤΑ ΤΗΣ ΦΥΜΑΤΙΩΣΕΩΣ: [1312, 305, 1557, 333]
article-awards-cont: ΑΘΗΝΑΙ, 26.— Εἰς τὴν μεγάλην αἴθουσαν τοῦ Ραδιοφωνικοῦ Ἱδρύματος ἐγένετο ἡ ἀπονομὴ τῶν βραβείων καὶ τῶν κρατικῶν ὑποτροφιῶν εἰς δέκα νεαροὺς ἀκροατὰς καὶ ἀκροατρίας, οἱ ὁποῖοι διεκρίθησαν εἰς τὸν διαγωνισμόν.: [4, 1058, 189, 1139]
divider: [1305, 299, 1564, 301]
article-jurors-cont: ΞΑΝΘΗ, 26.— Ὑπὸ τοῦ προεδρεύοντος ἐκληρώθησαν οἱ ἔνορκοι τοῦ Κακουργιοδικείου διὰ τὴν προσεχῆ σύνοδον. Α΄ ΔΙΑΣΚΕΥΗ: Τσακιρίδης Γ., Ἀλεξίου Κ., Παπαδόπουλος Δ., Μιχαηλίδης Π.: [4, 1353, 189, 1422]
headline-crown-prince: Ο ΔΙΑΔΟΧΟΣ ΕΙΣ ΤΗΝ ΕΔΡΑΝ ΤΩΝ ΠΡΟΣΚΟΠΩΝ: [1329, 384, 1541, 415]
feature-sec-philippidou: Η ΠΕΡΙΠΕΤΕΙΑ ΤΗΣ ΦΙΛΙΠΠΙΔΟΥ: [592, 565, 759, 578]
article-french-award: Ἡ Γαλλικὴ Ἀκαδημία ἀπένειμε τὸ βραβεῖον εἰς Ἕλληνα ἐπιστήμονα διὰ τὰς ἐρεύνας του ἐπὶ τῆς χημείας. Τὸ βραβεῖον ἐπιδόθη εἰς εἰδικὴν τελετήν.: [1305, 1326, 1564, 1360]
col1-text-block: [4, 405, 384, 640]
scientist-photo: [1311, 1157, 1558, 1306]
headline-jurors: ΟΙ ΕΝΟΡΚΟΙ ΤΟΥ ΚΑΚΟΥΡΓΙΟΔΙΚΕΙΟΥ ΞΑΝΘΗΣ: [40, 1240, 348, 1278]
city-news-2b: Ἐξετάζοντες τὸ ζήτημα ἀπὸ ὅλας τὰς πλευράς, ὁ ἀναγνώστης θὰ διαπιστώσῃ ὅτι τὰ προβλήματα τῆς πρωτευούσης δὲν εἶναι μόνον κυκλοφοριακά. Ὁ δημότης ζητεῖ καθαριότητα, φωτισμὸν καὶ τάξιν.: [394, 506, 582, 563]
article-jurors-2: ΞΑΝΘΗ, 26.— Ὑπὸ τοῦ προεδρεύοντος ἐκληρώθησαν οἱ ἔνορκοι τοῦ Κακουργιοδικείου διὰ τὴν προσεχῆ σύνοδον. Α΄ ΔΙΑΣΚΕΥΗ: Τσακιρίδης Γ., Ἀλεξίου Κ., Παπαδόπουλος Δ., Μιχαηλίδης Π.: [199, 1282, 384, 1350]
divider: [592, 346, 1294, 348]
headline-exhibition: ΓΕΩΡΓΟΚΤΗΝΟΤΡΟΦΙΚΗ ΕΚΘΕΣΙΣ ΕΙΣ ΤΗΝ ΧΡΥΣΟΥΠΟΛΙΝ: [1321, 504, 1548, 529]
headline-divorce: Η ΙΕΡΑΡΧΙΑ ΕΚΦΡΑΖΕΙ ΚΑΤΑ ΤΗΣ ΤΡΟΠΟΠΟΙΗΣΕΩΣ ΤΩΝ ΙΣΧΥΟΝΤΩΝ ΣΗΜΕΡΟΝ ΠΕΡΙ ΔΙΑΖΥΓΙΟΥ: [1333, 40, 1537, 81]
city-news-5: Ἀρχίζουν τὴν προσεχῆ ἑβδομάδα αἱ ἐγγραφαὶ εἰς τὰ Ἑσπερινὰ Σχολεῖα τῆς πρωτευούσης. Οἱ ἐνδιαφερόμενοι δύνανται νὰ ἀπευθύνωνται εἰς τὰ γραφεῖα τῆς διευθύνσεως.: [394, 396, 582, 453]
article-fertilizer: ΑΘΗΝΑΙ, 26.— Διὰ κοινῆς ἀποφάσεως καθωρίσθη ἡ τιμὴ τῶν λιπασμάτων διὰ τὴν νέαν καλλιεργητικὴν περίοδον.: [1305, 1040, 1564, 1074]
article-pharmacists: ΑΘΗΝΑΙ, 26.— Ἀπεφασίσθη ἡ ἀπεργία τῶν φαρμακοποιῶν διὰ τὴν προσεχῆ Δευτέραν.: [1305, 842, 1564, 865]
portrait-souklamas: [956, 487, 1105, 705]
divider: [1305, 817, 1564, 819]
divider: [1305, 871, 1564, 873]
headline-gold-pound: 279,50 ΔΡΑΧ. Η ΧΡΥΣΗ ΛΙΡΑ ΕΙΣ ΤΑΣ ΑΘΗΝΑΣ: [1324, 662, 1545, 693]
article-french-award-3: Ἡ Γαλλικὴ Ἀκαδημία ἀπένειμε τὸ βραβεῖον εἰς Ἕλληνα ἐπιστήμονα διὰ τὰς ἐρεύνας του ἐπὶ τῆς χημείας. Τὸ βραβεῖον ἐπιδόθη εἰς εἰδικὴν τελετήν.: [1305, 1402, 1564, 1437]
feature-text-a6: Ὁ Σακελλαρίδης ἐδέχθη πράγματι ὅτι ἔφερνε νέα κορίτσια. Τελικῶς συνελήφθησαν ἓξ μέλη ἀπὸ τὰς δύο σπείρας καὶ ὡδηγήθησαν εἰς τὸν ἀνακριτήν.: [592, 1339, 759, 1396]
feature-text-a4: Ἡ Ἀστυνομία ἐνήργησεν ἔρευνας καὶ συνέλαβε τοὺς ἐνόχους. Ἡ ὑπόθεσις διεβιβάσθη εἰς τὸν εἰσαγγελέα.: [592, 1046, 759, 1092]
headline-fertilizer: Η ΤΙΜΗ ΤΩΝ ΛΙΠΑΣΜΑΤΩΝ: [1366, 1023, 1503, 1036]
feature-col-d: [1128, 354, 1294, 1775]
article-awards: ΑΘΗΝΑΙ, 26.— Εἰς τὴν μεγάλην αἴθουσαν τοῦ Ραδιοφωνικοῦ Ἱδρύματος ἐγένετο ἡ ἀπονομὴ τῶν βραβείων καὶ τῶν κρατικῶν ὑποτροφιῶν εἰς δέκα νεαροὺς ἀκροατὰς καὶ ἀκροατρίας, οἱ ὁποῖοι διεκρίθησαν εἰς τὸν διαγωνισμόν.: [4, 975, 189, 1055]
feature-text-d1: Κατόπιν τούτου ἡ κ. Τσιλκίδου ἀπηύθυνε διὰ τῆς ἀστυνομίας ἐπιστολὴν καὶ ἐζήτησε νὰ πληροφορηθῇ ποῦ εὑρίσκεται ἡ θυγάτηρ της.: [1127, 354, 1294, 411]
patriarch-text: [778, 1849, 1294, 2133]
feature-sec-manousou: Η ΠΕΡΙΠΕΤΕΙΑ ΤΗΣ ΜΑΝΟΥΣΟΥ: [1128, 414, 1294, 426]
main-deck: Η ΝΙΚΗ ΦΙΛΙΠΠΙΔΟΥ ΕΤΩΝ 17 ΑΠΟ ΤΗΝ ΑΝΩ ΤΟΥΜΠΑΝ.— ΟΙ ΓΟΝΕΙΣ ΤΗΣ ΕΥΡΙΣΚΟΝΤΟ ΕΝ ΔΙΑΣΤΑΣΕΙ ΚΑΙ ΔΕΝ ΕΝΔΙΕΦΕΡΟΝΤΟ.— Ο ΚΑΦΕΠΩΛΗΣ ΣΤ. ΣΑΚΕΛΛΑΡΙΔΗΣ ΚΑΙ ΤΟΙΚΟΣ ΣΤΕΠΑΝΟΦ ΤΗΝ ΑΠΕΣΤΕΙΛΕΝ ΕΙΣ ΤΑΣ ΑΘΗΝΑΣ.— ΣΥΝΑΝΤΗΣΕΙΣ ΕΙΣ ΤΟ «ΓΚΡΗΝ ΠΑΡΚ» ΚΑΙ ΑΡΧΙΖΕΙ ΤΟ «ΠΛΑΣΑΡΙΣΜΑ» ΑΠΟ ΟΙΚΟΝ ΕΙΣ ΟΙΚΟΝ.— Η ΒΑΣΙΛΙΚΗ ΜΑΝΟΥΣΟΥ ΕΤΩΝ 20, ΤΡΑΓΟΥΔΙΣΤΡΙΑ, ΤΟ ΕΤΕΡΟΝ ΘΥΜΑ.— Ο ΣΤΕΦ. ΣΟΥΚΛΑΜΑΣ ΕΜΦΑΝΙΖΕΤΑΙ ΩΣ ΙΔΙΟΚΤΗΤΗΣ ΜΕΤΑΛΛΕΙΩΝ ΚΑΙ ΤΩΝ ΟΔΗΓΕΙ ΕΙΣ ΑΘΗΝΑΣ.: [592, 204, 1294, 276]
article-king: ΑΘΗΝΑΙ, 26.— Ὁ Βασιλεὺς θὰ ἐπανέλθῃ εἰς Ἀθήνας τὴν Πέμπτην.: [1305, 600, 1564, 623]
article-widow-3: ΑΘΗΝΑΙ, 26.— Προεβλήθη ἐνώπιον τοῦ Πλημμελειοδικείου ἡ ὑπόθεσις τοῦ θανάτου ἐργάτου, ὁ ὁποῖος δὲν ἐγένετο δεκτὸς εἰς κλινικὴν τοῦ Πειραιῶς. Ἡ χήρα του παρίσταται ὡς πολιτικῶς ἐνάγουσα καὶ ζητεῖ τὴν τιμωρίαν τῶν ὑπευθύνων.: [199, 798, 384, 877]
article-sports-2: ΣΥΝΕΧΕΙΑ ΕΚ ΤΗΣ 4ης ΣΕΛΙΔΟΣ. Ἀποτελέσματα τῆς Κυριακῆς: (ΠΑΟ) 4.04.6, Μακεδονικὸς (Θεσ/νίκη) 2-1, (ΠΑΟΚ) 4.13.0, Ἀρης 1-0, Ἡρακλῆς 2-2. ΒΟΥΛΓΑΡΙΑ — ΓΙΟΥΓΚΟΣΛΑΒΙΑ 1-1. ΣΟΦΙΑ, 26.: [199, 1466, 384, 1535]
headline-pharmacists: ΟΙ ΦΑΡΜΑΚΟΠΟΙΟΙ ΘΑ ΑΠΕΡΓΗΣΟΥΝ: [1327, 823, 1543, 838]
feature-text-c6: Ἡ Βασιλικὴ Μανούσου, 20 ἐτῶν, τραγουδίστρια, ἐγνώρισε τὸν Στέφ. Σουκλαμᾶν, ὁ ὁποῖος ἐνεφανίζετο ὡς ἰδιοκτήτης μεταλλείων καὶ τὴν ἔπεισε νὰ τὸν ἀκολουθήσῃ εἰς Ἀθήνας.: [943, 1168, 1118, 1237]
feature-text-d6: Ἡ Μανούσου ἔγραψεν ἐπιστολὴν πρὸς τοὺς γονεῖς της: «Σῶστε με, θὰ μὲ πουλήσουν». Ὁ πατήρ της ἔσπευσεν εἰς Ἀθήνας καὶ κατήγγειλε τὴν ὑπόθεσιν.: [1127, 910, 1294, 967]
feature-quote-headline: «Σῶστε με, μὲ ἔφεραν νὰ μὲ πουλήσουν»: [636, 283, 1250, 318]
patriarch-body-1: ΚΩΝΣΤΑΝΤΙΝΟΥΠΟΛΙΣ, 26. (Ἀνταποκρίσεως). — Ὁ Πατριάρχης Ἱεροσολύμων κ. Βενέδικτος, ὁ ὁποῖος εὑρίσκεται εἰς τὴν Πόλιν, ἐχοροστάτησε τὴν Κυριακὴν εἰς τὸν Πατριαρχικὸν Ναὸν τοῦ Φαναρίου, παρουσίᾳ πλήθους πιστῶν. Μετὰ τὴν λειτουργίαν ἐγένετο δεξίωσις.: [778, 1849, 944, 1940]
col1-text-block-2: [4, 714, 384, 881]
article-drama-2: ΔΡΑΜΑ, 26.— Μὲ πᾶσαν ἐπισημότητα ἐτελέσθησαν σήμερον τὰ ἐγκαίνια τοῦ κρατικοῦ Νοσοκομείου τῆς πόλεως μας, παρουσίᾳ τοῦ Ὑπουργοῦ Κοινωνικῆς Προνοίας, τοῦ Μητροπολίτου, τῶν ἀρχῶν καὶ πλήθους κόσμου. Ὁ πρόεδρος τοῦ διοικητικοῦ συμβουλίου ἐξῆρε τὴν σημασίαν τοῦ ἔργου διὰ τὴν περιοχήν, τὸ ὁποῖον θὰ ἐξυπηρετῇ χιλιάδας ἀσθενῶν.: [199, 404, 384, 517]
article-awards-4: ΑΘΗΝΑΙ, 26.— Εἰς τὴν μεγάλην αἴθουσαν τοῦ Ραδιοφωνικοῦ Ἱδρύματος ἐγένετο ἡ ἀπονομὴ τῶν βραβείων καὶ τῶν κρατικῶν ὑποτροφιῶν εἰς δέκα νεαροὺς ἀκροατὰς καὶ ἀκροατρίας, οἱ ὁποῖοι διεκρίθησαν εἰς τὸν διαγωνισμόν.: [199, 1142, 384, 1222]
caption-scientist: ΓΕΝΙΚΗ ΕΡΕΥΝΑ: [1395, 1309, 1475, 1320]
lottery-numbers: 6481 38526 72506 117125 119116 23772 173845 115280 110017 132722 129902 163535 139842 172593 164253 160552 177585 226887 229035 239766 253254 272525 273576 270257 212136 218160 238587 330775 238783: [1305, 251, 1558, 293]
feature-sec-save-me: «ΣΩΣΤΕ ΜΕ, ΘΑ ΜΕ ΠΟΥΛΗΣΟΥΝ»: [1159, 824, 1262, 849]
article-elections: ΜΥΤΙΛΗΝΗ, 26.— Ἐπέστρεψεν ἐκ Γερμανίας ὁ γνωστὸς ἐκλογολόγος.: [1305, 761, 1564, 785]
feature-text-d7: Ἡ Βασιλικὴ Μανούσου, 20 ἐτῶν, τραγουδίστρια, ἐγνώρισε τὸν Στέφ. Σουκλαμᾶν, ὁ ὁποῖος ἐνεφανίζετο ὡς ἰδιοκτήτης μεταλλείων καὶ τὴν ἔπεισε νὰ τὸν ἀκολουθήσῃ εἰς Ἀθήνας.: [1127, 971, 1294, 1039]
headline-widow-worker: ΩΣ ΠΟΛΙΤΙΚΩΣ ΕΝΑΓΟΥΣΑ ΠΑΡΙΣΤΑΤΑΙ Η ΧΗΡΑ ΤΟΥ ΑΠΟΒΙΩΣΑΝΤΟΣ ΕΙΣ ΠΕΙΡΑΙΑ ΕΡΓΑΤΟΥ ΟΣΤΙΣ ΔΕΝ ΕΓΕΝΕΤΟ ΔΕΚΤΟΣ ΕΙΣ ΚΛΙΝΙΚΗΝ: [4, 653, 384, 711]
patriarch-body-5: ΚΩΝΣΤΑΝΤΙΝΟΥΠΟΛΙΣ, 26. (Ἀνταποκρίσεως). — Ὁ Πατριάρχης Ἱεροσολύμων κ. Βενέδικτος, ὁ ὁποῖος εὑρίσκεται εἰς τὴν Πόλιν, ἐχοροστάτησε τὴν Κυριακὴν εἰς τὸν Πατριαρχικὸν Ναὸν τοῦ Φαναρίου, παρουσίᾳ πλήθους πιστῶν. Μετὰ τὴν λειτουργίαν ἐγένετο δεξίωσις.: [953, 1943, 1119, 2035]
patriarch-body-8: ΚΩΝΣΤΑΝΤΙΝΟΥΠΟΛΙΣ, 26. (Ἀνταποκρίσεως). — Ὁ Πατριάρχης Ἱεροσολύμων κ. Βενέδικτος, ὁ ὁποῖος εὑρίσκεται εἰς τὴν Πόλιν, ἐχοροστάτησε τὴν Κυριακὴν εἰς τὸν Πατριαρχικὸν Ναὸν τοῦ Φαναρίου, παρουσίᾳ πλήθους πιστῶν. Μετὰ τὴν λειτουργίαν ἐγένετο δεξίωσις.: [1128, 1943, 1294, 2035]
feature-text-c1: Κατόπιν τούτου ἡ κ. Τσιλκίδου ἀπηύθυνε διὰ τῆς ἀστυνομίας ἐπιστολὴν καὶ ἐζήτησε νὰ πληροφορηθῇ ποῦ εὑρίσκεται ἡ θυγάτηρ της.: [943, 354, 1118, 411]
feature-sec-nothing-to-lose: «ΔΕΝ ΕΧΕΙΣ ΝΑ ΧΑΣΗΣ ΤΙΠΟΤΕ»: [790, 973, 910, 998]
provincial-veria-body: ΒΕΡΟΙΑ, 26.— Ἡ ἀστυνομία συνέλαβε τὸν καταζητούμενον διὰ κλοπὴν ἐκ τοῦ καταστήματος, ὁ ὁποῖος ὡμολόγησε τὴν πρᾶξιν του καὶ παρεπέμφθη εἰς τὸν εἰσαγγελέα.: [4, 1728, 189, 1785]
city-news-7c: Εἰς τὸ 3ον κεντρικὸν τμῆμα τῆς πόλεως θὰ λειτουργήσῃ ἀπὸ αὔριον νέον ἰατρεῖον. Ἐκλέγονται μέλη τῆς ἐπιτροπῆς: Σ. Κινάκης, Δ. Μαυροπουλος, Ι. Παπαδάκης.: [394, 1387, 582, 1444]
article-scholarships: Τὸ Ἵδρυμα Κρατικῶν Ὑποτροφιῶν προκηρύσσει διαγωνισμὸν διὰ τὴν χορήγησιν ὑποτροφιῶν εἰς ἀριστούχους φοιτητάς.: [1305, 938, 1564, 972]
city-news-1: ΣΥΝΕΧΕΙΑ ἐκ τῆς 3ης σελίδος. Ἐχρειάσθη νὰ περάσουν χρόνια διὰ νὰ ἐκτιμήσωμεν τὴν ἀξίαν τῶν μικρῶν πραγμάτων τῆς καθημερινῆς ζωῆς. Ἡ πόλις ἀλλάζει, οἱ δρόμοι γεμίζουν αὐτοκίνητα καὶ οἱ ἄνθρωποι τρέχουν.: [394, 165, 582, 232]
patriarch-body-4: ΚΩΝΣΤΑΝΤΙΝΟΥΠΟΛΙΣ, 26. (Ἀνταποκρίσεως). — Ὁ Πατριάρχης Ἱεροσολύμων κ. Βενέδικτος, ὁ ὁποῖος εὑρίσκεται εἰς τὴν Πόλιν, ἐχοροστάτησε τὴν Κυριακὴν εἰς τὸν Πατριαρχικὸν Ναὸν τοῦ Φαναρίου, παρουσίᾳ πλήθους πιστῶν. Μετὰ τὴν λειτουργίαν ἐγένετο δεξίωσις.: [953, 1849, 1119, 1940]
article-sports: ΣΥΝΕΧΕΙΑ ΕΚ ΤΗΣ 4ης ΣΕΛΙΔΟΣ. Ἀποτελέσματα τῆς Κυριακῆς: (ΠΑΟ) 4.04.6, Μακεδονικὸς (Θεσ/νίκη) 2-1, (ΠΑΟΚ) 4.13.0, Ἀρης 1-0, Ἡρακλῆς 2-2. ΒΟΥΛΓΑΡΙΑ — ΓΙΟΥΓΚΟΣΛΑΒΙΑ 1-1. ΣΟΦΙΑ, 26.: [4, 1466, 189, 1535]
feature-text-a6b: Ὁ Σακελλαρίδης ἐδέχθη πράγματι ὅτι ἔφερνε νέα κορίτσια. Τελικῶς συνελήφθησαν ἓξ μέλη ἀπὸ τὰς δύο σπείρας καὶ ὡδηγήθησαν εἰς τὸν ἀνακριτήν.: [592, 1665, 759, 1722]
city-news-8b: Ἐκλέγονται καὶ οἱ ἑξῆς: Ο. Χρήστου, Α. Βασιλείου, Κ. Ἀνδρέου (Πειραιεύς). Αἱ ψηφοφορίαι θὰ γίνουν τὴν Κυριακήν.: [394, 1128, 582, 1163]
article-drama-cont: ΔΡΑΜΑ, 26.— Μὲ πᾶσαν ἐπισημότητα ἐτελέσθησαν σήμερον τὰ ἐγκαίνια τοῦ κρατικοῦ Νοσοκομείου τῆς πόλεως μας, παρουσίᾳ τοῦ Ὑπουργοῦ Κοινωνικῆς Προνοίας, τοῦ Μητροπολίτου, τῶν ἀρχῶν καὶ πλήθους κόσμου. Ὁ πρόεδρος τοῦ διοικητικοῦ συμβουλίου ἐξῆρε τὴν σημασίαν τοῦ ἔργου διὰ τὴν περιοχήν, τὸ ὁποῖον θὰ ἐξυπηρετῇ χιλιάδας ἀσθενῶν.: [4, 521, 189, 635]
city-news-3c: Τὸ Θέατρον ἑτοιμάζει νέαν παράστασιν διὰ τὴν χειμερινὴν περίοδον. Οἱ ἠθοποιοὶ ἐργάζονται ἐντατικῶς καὶ ἡ πρεμιέρα ἀναμένεται μὲ ἐνδιαφέρον ἀπὸ τὸ κοινόν.: [394, 1067, 582, 1125]
divider: [1305, 497, 1564, 499]
